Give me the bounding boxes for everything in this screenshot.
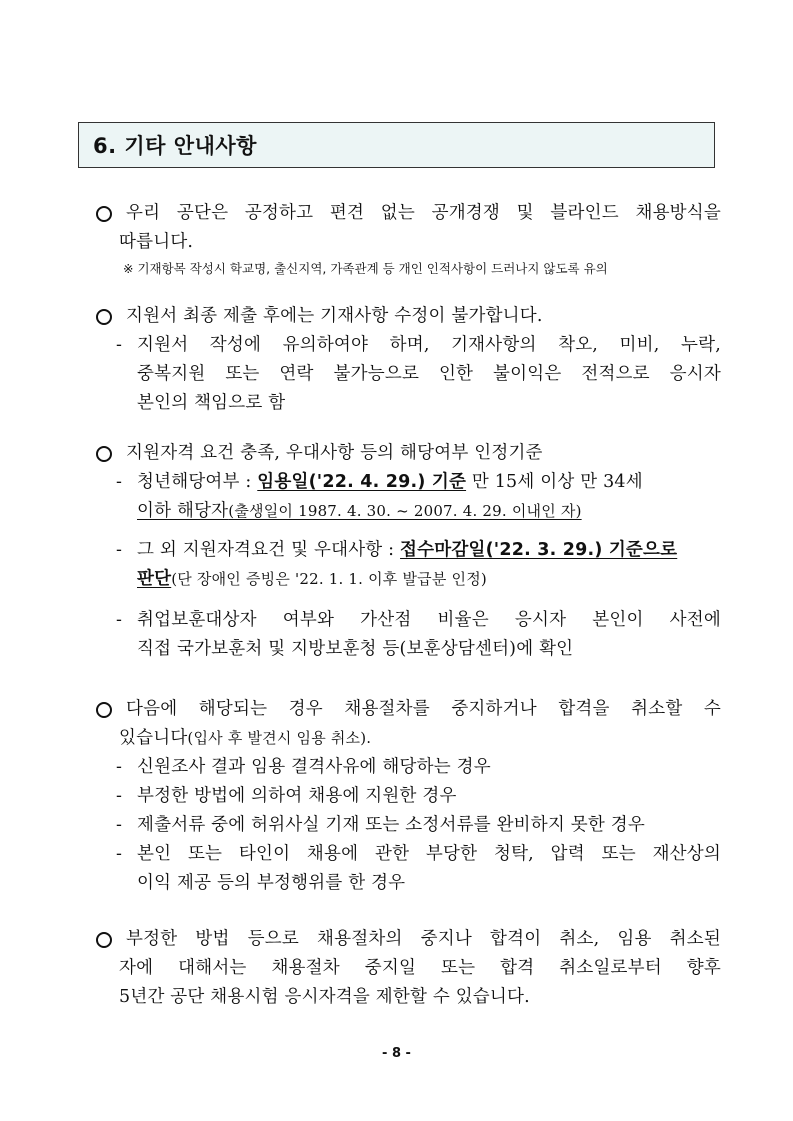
section-title-box [78,122,715,168]
dash-bullet: - [116,757,123,777]
youth-criterion-emphasis: 임용일('22. 4. 29.) 기준 [257,472,467,492]
deadline-criterion-emphasis: 접수마감일('22. 3. 29.) 기준으로 [400,540,678,560]
bullet-3-sub-b-cont: 판단(단 장애인 증빙은 '22. 1. 1. 이후 발급분 인정) [137,569,487,589]
bullet-3-sub-a: - 청년해당여부 : 임용일('22. 4. 29.) 기준 만 15세 이상 만 34세 [96,468,721,497]
bullet-3-sub-b: - 그 외 지원자격요건 및 우대사항 : 접수마감일('22. 3. 29.) 기준으로 [96,536,721,565]
bullet-3-sub-c: - 취업보훈대상자 여부와 가산점 비율은 응시자 본인이 사전에 [96,606,721,635]
bullet-1-line-1: 우리 공단은 공정하고 편견 없는 공개경쟁 및 블라인드 채용방식을 [96,199,721,228]
bullet-4-sub-2: - 부정한 방법에 의하여 채용에 지원한 경우 [96,782,721,811]
bullet-5-line-3: 5년간 공단 채용시험 응시자격을 제한할 수 있습니다. [119,987,530,1007]
section-title: 6. 기타 안내사항 [93,134,257,158]
page-number: - 8 - [382,1046,411,1061]
circle-bullet-icon [96,206,112,222]
dash-bullet: - [116,610,123,630]
dash-bullet: - [116,844,123,864]
bullet-5-line-1: 부정한 방법 등으로 채용절차의 중지나 합격이 취소, 임용 취소된 [96,925,721,954]
dash-bullet: - [116,335,123,355]
bullet-4-sub-4-cont: 이익 제공 등의 부정행위를 한 경우 [137,873,406,893]
circle-bullet-icon [96,309,112,325]
dash-bullet: - [116,815,123,835]
bullet-3-line-1: 지원자격 요건 충족, 우대사항 등의 해당여부 인정기준 [96,439,721,468]
circle-bullet-icon [96,702,112,718]
bullet-4-line-2: 있습니다(입사 후 발견시 임용 취소). [119,728,372,748]
bullet-2-sub-1-cont-1: 중복지원 또는 연락 불가능으로 인한 불이익은 전적으로 응시자 [137,364,721,384]
bullet-2-sub-1-cont-2: 본인의 책임으로 함 [137,393,286,413]
bullet-2-sub-1: - 지원서 작성에 유의하여야 하며, 기재사항의 착오, 미비, 누락, [96,331,721,360]
circle-bullet-icon [96,932,112,948]
dash-bullet: - [116,540,123,560]
bullet-3-sub-c-cont: 직접 국가보훈처 및 지방보훈청 등(보훈상담센터)에 확인 [137,639,574,659]
bullet-3 [96,439,721,664]
bullet-4 [96,695,721,898]
bullet-5-line-2: 자에 대해서는 채용절차 중지일 또는 합격 취소일로부터 향후 [119,958,721,978]
bullet-1 [96,199,721,281]
bullet-1-line-2: 따릅니다. [119,232,194,252]
bullet-2 [96,302,721,418]
bullet-4-sub-4: - 본인 또는 타인이 채용에 관한 부당한 청탁, 압력 또는 재산상의 [96,840,721,869]
bullet-4-line-1: 다음에 해당되는 경우 채용절차를 중지하거나 합격을 취소할 수 [96,695,721,724]
bullet-3-sub-a-cont: 이하 해당자(출생일이 1987. 4. 30. ~ 2007. 4. 29. 이내인 자) [137,501,582,521]
bullet-2-line-1: 지원서 최종 제출 후에는 기재사항 수정이 불가합니다. [96,302,721,331]
dash-bullet: - [116,472,123,492]
circle-bullet-icon [96,446,112,462]
bullet-5 [96,925,721,1012]
bullet-4-sub-3: - 제출서류 중에 허위사실 기재 또는 소정서류를 완비하지 못한 경우 [96,811,721,840]
bullet-1-note: ※ 기재항목 작성시 학교명, 출신지역, 가족관계 등 개인 인적사항이 드러나지 않도록 유의 [123,261,608,276]
bullet-4-sub-1: - 신원조사 결과 임용 결격사유에 해당하는 경우 [96,753,721,782]
dash-bullet: - [116,786,123,806]
